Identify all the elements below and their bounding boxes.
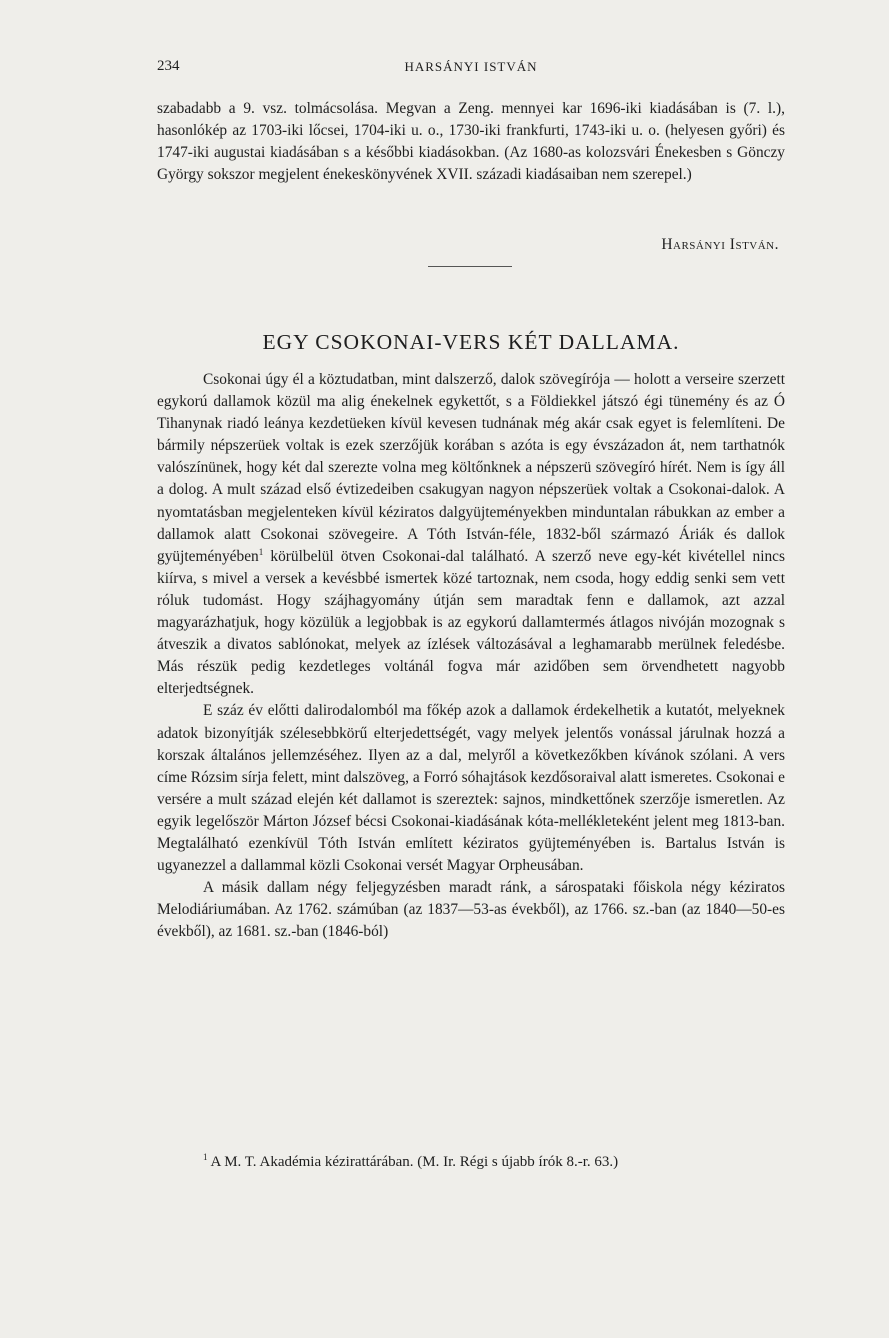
footnote-reference: 1: [258, 546, 264, 557]
footnote: [157, 1152, 785, 1172]
article-title: EGY CSOKONAI-VERS KÉT DALLAMA.: [262, 330, 680, 354]
paragraph-1-text: Csokonai úgy él a köztudatban, mint dalszerző, dalok szövegírója — holott a verseire szerzett egykorú dallamok közül ma alig énekelnek egykettőt, s a Földiekkel játszó égi tünemény és az Ó Tihanynak riadó leánya kezdetüeken kívül kevesen tudnának még akár csak egyet is felemlíteni. De bármily népszerüek voltak is ezek szerzőjük korában s azóta is egy évszázadon át, nem tarthatnók valószínünek, hogy két dal szerezte volna meg költőnknek a népszerü szövegíró hírét. Nem is így áll a dolog. A mult század első évtizedeiben csakugyan nagyon népszerüek voltak a Csokonai-dalok. A nyomtatásban megjelenteken kívül kéziratos dalgyüjteményekben minduntalan rábukkan az ember a dallamok alatt Csokonai szövegeire. A Tóth István-féle, 1832-ből származó Áriák és dallok gyüjteményében: [157, 371, 785, 565]
continued-paragraph: szabadabb a 9. vsz. tolmácsolása. Megvan a Zeng. mennyei kar 1696-iki kiadásában is (7. l.), hasonlókép az 1703-iki lőcsei, 1704-iki u. o., 1730-iki frankfurti, 1743-iki u. o. (helyesen győri) és 1747-iki augustai kiadásában s a későbbi kiadásokban. (Az 1680-as kolozsvári Énekesben s Gönczy György sokszor megjelent énekeskönyvének XVII. századi kiadásaiban nem szerepel.): [157, 100, 785, 183]
paragraph-1-tail: körülbelül ötven Csokonai-dal található. A szerző neve egy-két kivétellel nincs kiírva, s mivel a versek a kevésbbé ismertek közé tartoznak, nem csoda, hogy eddig senki sem vett róluk tudomást. Hogy szájhagyomány útján sem maradtak fenn e dallamok, azt azzal magyarázhatjuk, hogy közülük a legjobbak is az egykorú dallamtermés átlagos nivóján mozognak s átveszik a divatos sablónokat, melyek az ízlések változásával a leghamarabb merülnek feledésbe. Más részük pedig kezdetleges voltánál fogva már azidőben sem örvendhetett nagyobb elterjedtségnek.: [157, 547, 785, 698]
paragraph-2: E száz év előtti dalirodalomból ma főkép azok a dallamok érdekelhetik a kutatót, melyeknek adatok bizonyítják szélesebbkörű elterjedettségét, vagy melyek jelentős vonással járulnak hozzá a korszak általános jellemzéséhez. Ilyen az a dal, melyről a következőkben kívánok szólani. A vers címe Rózsim sírja felett, mint dalszöveg, a Forró sóhajtások kezdősoraival alatt ismeretes. Csokonai e versére a mult század elején két dallamot is szereztek: sajnos, mindkettőnek szerzője ismeretlen. Az egyik legelőször Márton József bécsi Csokonai-kiadásának kóta-mellékleteként jelent meg 1813-ban. Megtalálható ezenkívül Tóth István említett kéziratos gyüjteményében is. Bartalus István is ugyanezzel a dallammal közli Csokonai versét Magyar Orpheusában.: [157, 702, 785, 875]
running-head: HARSÁNYI ISTVÁN: [404, 59, 538, 74]
page-number: 234: [157, 58, 180, 74]
paragraph-1: [157, 369, 785, 700]
paragraph-3: A másik dallam négy feljegyzésben maradt ránk, a sárospataki főiskola négy kéziratos Melodiáriumában. Az 1762. számúban (az 1837—53-as évekből), az 1766. sz.-ban (az 1840—50-es évekből), az 1681. sz.-ban (1846-ból): [157, 879, 785, 941]
footnote-text: A M. T. Akadémia kézirattárában. (M. Ir. Régi s újabb írók 8.-r. 63.): [210, 1154, 619, 1170]
section-divider: [428, 266, 512, 267]
article-body: [157, 369, 785, 943]
footnote-marker: 1: [203, 1152, 208, 1162]
page-header: [157, 58, 785, 82]
author-signature: Harsányi István.: [661, 236, 779, 253]
